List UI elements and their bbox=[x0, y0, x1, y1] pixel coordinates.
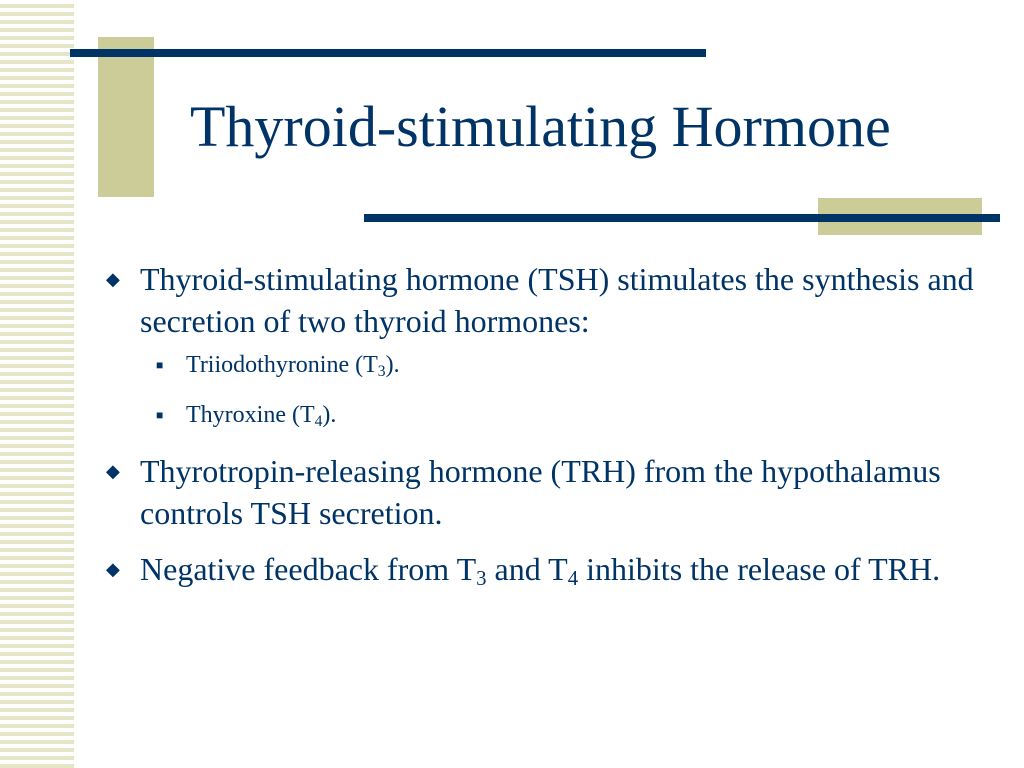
square-bullet-icon: ■ bbox=[156, 358, 164, 372]
striped-margin bbox=[0, 0, 74, 768]
slide-content bbox=[106, 258, 986, 604]
sub-bullet-1-name: Triiodothyronine (T bbox=[186, 352, 378, 378]
bullet-3-part-3: inhibits the release of TRH. bbox=[578, 551, 941, 587]
bullet-3-subscript-2: 4 bbox=[567, 567, 579, 591]
slide-title: Thyroid-stimulating Hormone bbox=[190, 94, 891, 159]
square-bullet-icon: ■ bbox=[156, 408, 164, 422]
bullet-3-part-1: Negative feedback from T bbox=[140, 551, 477, 587]
bullet-3 bbox=[106, 548, 986, 590]
bullet-1-text: Thyroid-stimulating hormone (TSH) stimulates the synthesis and secretion of two thyroid hormones: bbox=[140, 261, 974, 339]
sub-bullet-2-suffix: ). bbox=[322, 402, 337, 428]
diamond-bullet-icon: ◆ bbox=[106, 461, 120, 481]
bullet-2-text: Thyrotropin-releasing hormone (TRH) from the hypothalamus controls TSH secretion. bbox=[140, 453, 941, 531]
sub-bullet-list bbox=[106, 350, 986, 430]
bullet-1 bbox=[106, 258, 986, 342]
sub-bullet-2-subscript: 4 bbox=[314, 412, 323, 430]
bullet-2 bbox=[106, 450, 986, 534]
sub-bullet-2 bbox=[106, 400, 986, 430]
sub-bullet-1 bbox=[106, 350, 986, 380]
bottom-rule bbox=[364, 214, 1000, 222]
accent-block-left bbox=[98, 37, 154, 197]
sub-bullet-1-subscript: 3 bbox=[377, 362, 386, 380]
top-rule bbox=[70, 49, 706, 57]
diamond-bullet-icon: ◆ bbox=[106, 559, 120, 579]
sub-bullet-1-suffix: ). bbox=[385, 352, 400, 378]
diamond-bullet-icon: ◆ bbox=[106, 269, 120, 289]
bullet-3-subscript-1: 3 bbox=[476, 567, 487, 591]
bullet-3-part-2: and T bbox=[486, 551, 568, 587]
sub-bullet-2-name: Thyroxine (T bbox=[186, 402, 315, 428]
